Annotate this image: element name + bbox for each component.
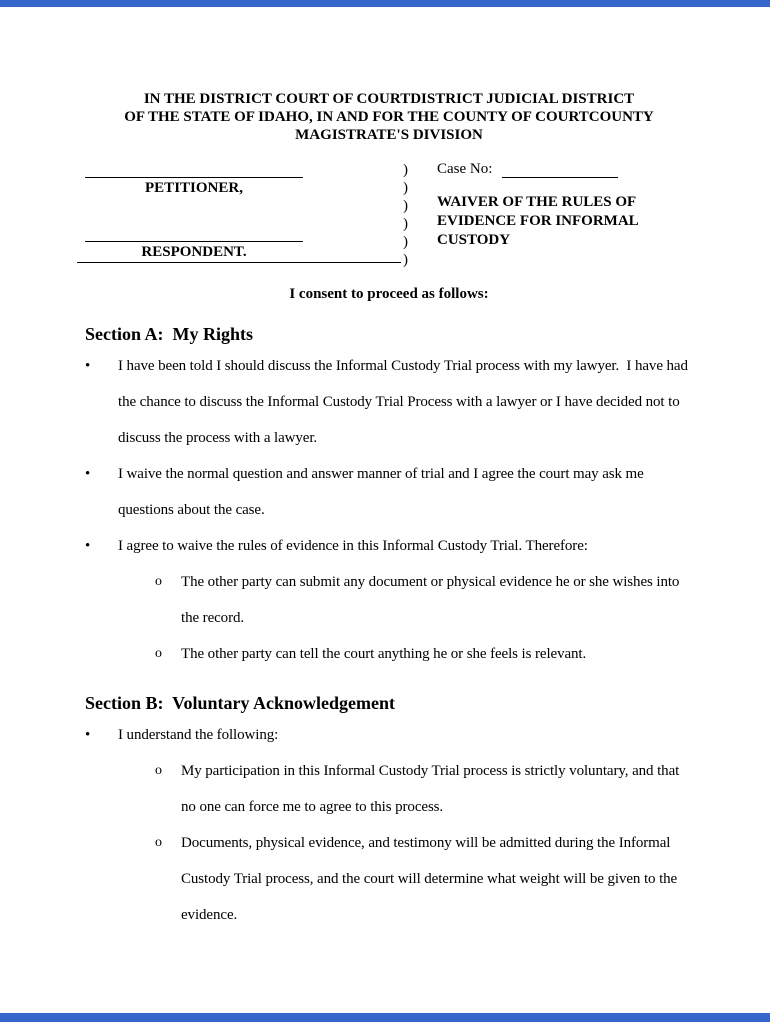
caption-paren-column: [403, 161, 408, 269]
petitioner-label: PETITIONER,: [145, 180, 243, 196]
sub-bullet-text: My participation in this Informal Custody Trial process is strictly voluntary, and that no one can force me to agree to this process.: [181, 763, 683, 815]
circle-bullet-icon: o: [155, 763, 162, 778]
bullet-icon: •: [85, 358, 91, 374]
bullet-text: I understand the following:: [118, 727, 279, 743]
list-item: [85, 528, 693, 564]
court-header-line-2: OF THE STATE OF IDAHO, IN AND FOR THE COUNTY OF COURTCOUNTY: [124, 109, 654, 125]
section-a-list: [85, 348, 693, 672]
case-caption: [85, 160, 693, 278]
circle-bullet-icon: o: [155, 835, 162, 850]
list-item: [85, 348, 693, 456]
bullet-icon: •: [85, 466, 91, 482]
document-content: [85, 0, 693, 933]
circle-bullet-icon: o: [155, 646, 162, 661]
section-b-title: Section B: Voluntary Acknowledgement: [85, 693, 396, 713]
consent-intro-line: I consent to proceed as follows:: [289, 286, 489, 302]
bullet-text: I waive the normal question and answer manner of trial and I agree the court may ask me questions about the case.: [118, 466, 648, 518]
case-no-label: Case No:: [437, 161, 493, 177]
caption-paren: ): [403, 216, 408, 232]
document-title-line-1: WAIVER OF THE RULES OF: [437, 194, 637, 210]
sub-bullet-text: The other party can submit any document or physical evidence he or she wishes into the record.: [181, 574, 683, 626]
list-item: [85, 456, 693, 528]
document-title-line-2: EVIDENCE FOR INFORMAL: [437, 213, 639, 229]
bullet-text: I have been told I should discuss the Informal Custody Trial process with my lawyer. I have had the chance to discuss the Informal Custody Trial Process with a lawyer or I have decided not to discuss the process with a lawyer.: [118, 358, 692, 446]
petitioner-name-blank-line: [85, 177, 303, 178]
sub-bullet-text: Documents, physical evidence, and testimony will be admitted during the Informal Custody Trial process, and the court will determine what weight will be given to the evidence.: [181, 835, 681, 923]
respondent-label: RESPONDENT.: [141, 244, 247, 260]
section-b-list: [85, 717, 693, 933]
sub-bullet-text: The other party can tell the court anything he or she feels is relevant.: [181, 646, 587, 662]
caption-paren: ): [403, 162, 408, 178]
bullet-icon: •: [85, 538, 91, 554]
court-header-line-3: MAGISTRATE'S DIVISION: [295, 127, 483, 143]
court-header: [85, 90, 693, 144]
case-number-row: [437, 161, 618, 178]
sub-list-item: [85, 753, 693, 825]
caption-paren: ): [403, 252, 408, 268]
court-header-line-1: IN THE DISTRICT COURT OF COURTDISTRICT JUDICIAL DISTRICT: [143, 91, 635, 107]
document-title-line-3: CUSTODY: [437, 232, 511, 248]
sub-list-item: [85, 825, 693, 933]
sub-list-item: [85, 636, 693, 672]
caption-paren: ): [403, 198, 408, 214]
respondent-name-blank-line: [85, 241, 303, 242]
case-no-blank-line: [502, 163, 618, 178]
circle-bullet-icon: o: [155, 574, 162, 589]
caption-paren: ): [403, 180, 408, 196]
caption-paren: ): [403, 234, 408, 250]
bullet-icon: •: [85, 727, 91, 743]
bullet-text: I agree to waive the rules of evidence in this Informal Custody Trial. Therefore:: [118, 538, 588, 554]
bottom-edge-bar: [0, 1013, 770, 1022]
sub-list-item: [85, 564, 693, 636]
list-item: [85, 717, 693, 753]
caption-bottom-rule: [77, 262, 401, 263]
document-title: [437, 193, 639, 250]
section-a-title: Section A: My Rights: [85, 324, 253, 344]
